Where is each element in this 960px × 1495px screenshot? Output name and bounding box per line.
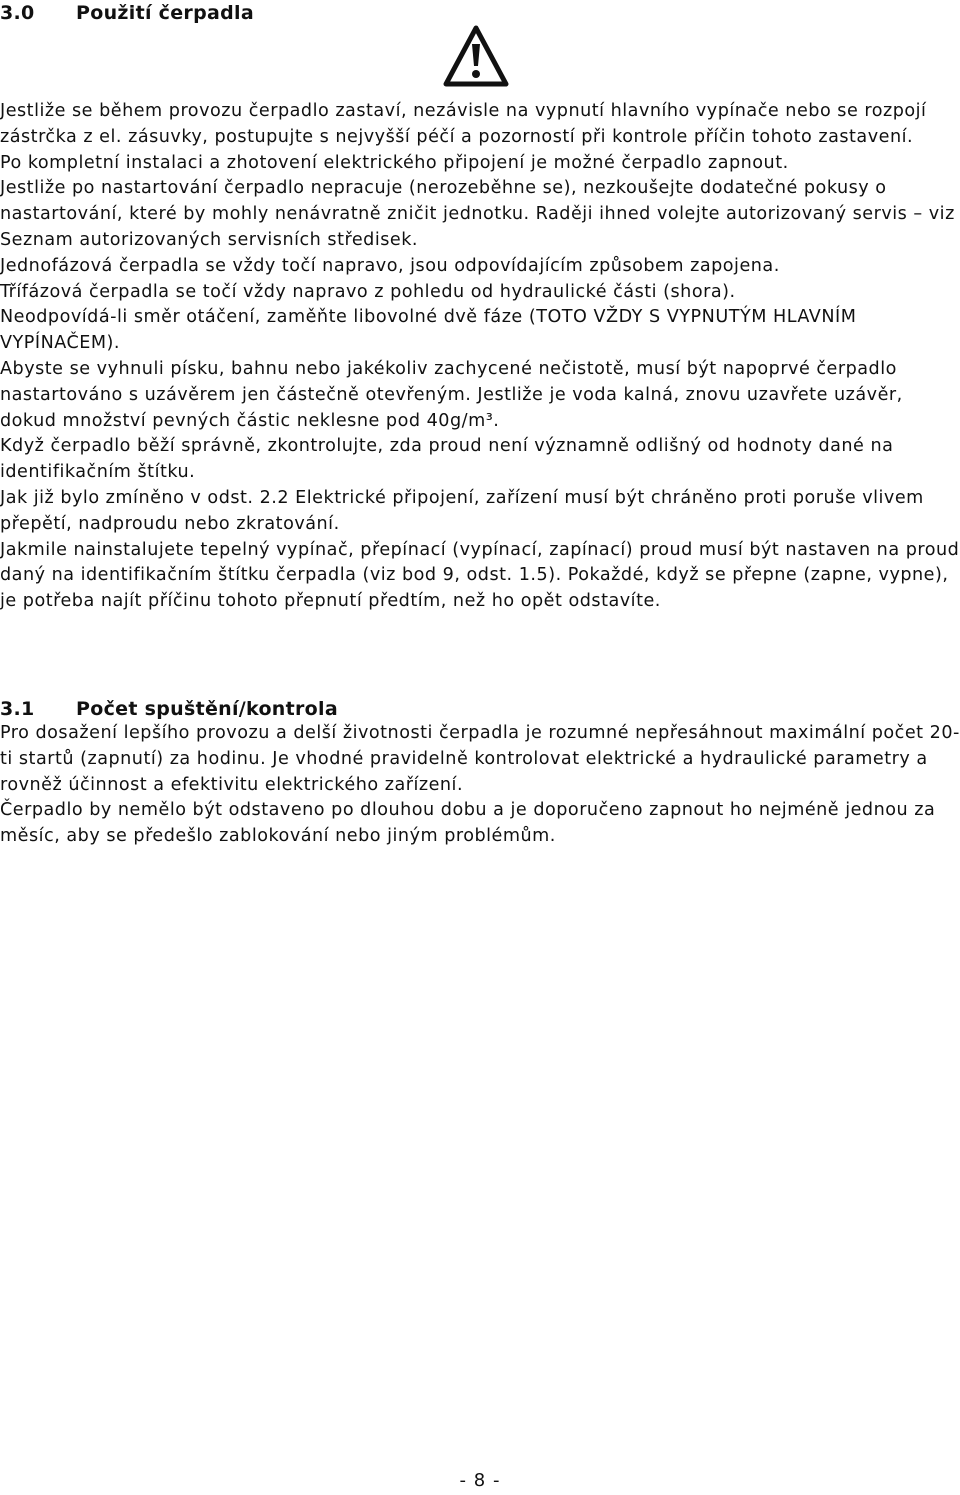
paragraph: Třífázová čerpadla se točí vždy napravo z pohledu od hydraulické části (shora). [0, 281, 736, 302]
paragraph: Pro dosažení lepšího provozu a delší životnosti čerpadla je rozumné nepřesáhnout maximální počet 20-ti startů (zapnutí) za hodinu. Je vhodné pravidelně kontrolovat elektrické a hydraulické parametry a rovněž účinnost a efektivitu elektrického zařízení. [0, 723, 960, 795]
section-3-0-body [0, 99, 960, 615]
paragraph: Jakmile nainstalujete tepelný vypínač, přepínací (vypínací, zapínací) proud musí být nastaven na proud daný na identifikačním štítku čerpadla (viz bod 9, odst. 1.5). Pokaždé, když se přepne (zapne, vypne), je potřeba najít příčinu tohoto přepnutí předtím, než ho opět odstavíte. [0, 539, 960, 612]
page-number: - 8 - [459, 1470, 501, 1491]
paragraph: Jednofázová čerpadla se vždy točí napravo, jsou odpovídajícím způsobem zapojena. [0, 255, 780, 276]
section-3-1-body [0, 721, 960, 850]
paragraph: Neodpovídá-li směr otáčení, zaměňte libovolné dvě fáze (TOTO VŽDY S VYPNUTÝM HLAVNÍM VYPÍNAČEM). [0, 307, 857, 354]
section-title: Počet spuštění/kontrola [76, 698, 338, 720]
paragraph: Když čerpadlo běží správně, zkontrolujte, zda proud není významně odlišný od hodnoty dané na identifikačním štítku. [0, 436, 894, 483]
warning-triangle-icon [443, 25, 509, 87]
section-number: 3.1 [0, 698, 35, 720]
section-heading-3-1 [0, 698, 338, 720]
section-heading-3-0 [0, 2, 254, 24]
section-number: 3.0 [0, 2, 35, 24]
paragraph: Abyste se vyhnuli písku, bahnu nebo jakékoliv zachycené nečistotě, musí být napoprvé čerpadlo nastartováno s uzávěrem jen částečně otevřeným. Jestliže je voda kalná, znovu uzavřete uzávěr, dokud množství pevných částic neklesne pod 40g/m³. [0, 358, 903, 431]
paragraph: Jestliže se během provozu čerpadlo zastaví, nezávisle na vypnutí hlavního vypínače nebo se rozpojí zástrčka z el. zásuvky, postupujte s nejvyšší péčí a pozorností při kontrole příčin tohoto zastavení. [0, 101, 927, 147]
section-title: Použití čerpadla [76, 2, 254, 24]
paragraph: Jak již bylo zmíněno v odst. 2.2 Elektrické připojení, zařízení musí být chráněno proti poruše vlivem přepětí, nadproudu nebo zkratování. [0, 487, 924, 534]
paragraph: Čerpadlo by nemělo být odstaveno po dlouhou dobu a je doporučeno zapnout ho nejméně jednou za měsíc, aby se předešlo zablokování nebo jiným problémům. [0, 800, 936, 847]
paragraph: Po kompletní instalaci a zhotovení elektrického připojení je možné čerpadlo zapnout. [0, 152, 789, 173]
paragraph: Jestliže po nastartování čerpadlo nepracuje (nerozeběhne se), nezkoušejte dodatečné pokusy o nastartování, které by mohly nenávratně zničit jednotku. Raději ihned volejte autorizovaný servis – viz Seznam autorizovaných servisních středisek. [0, 178, 955, 250]
